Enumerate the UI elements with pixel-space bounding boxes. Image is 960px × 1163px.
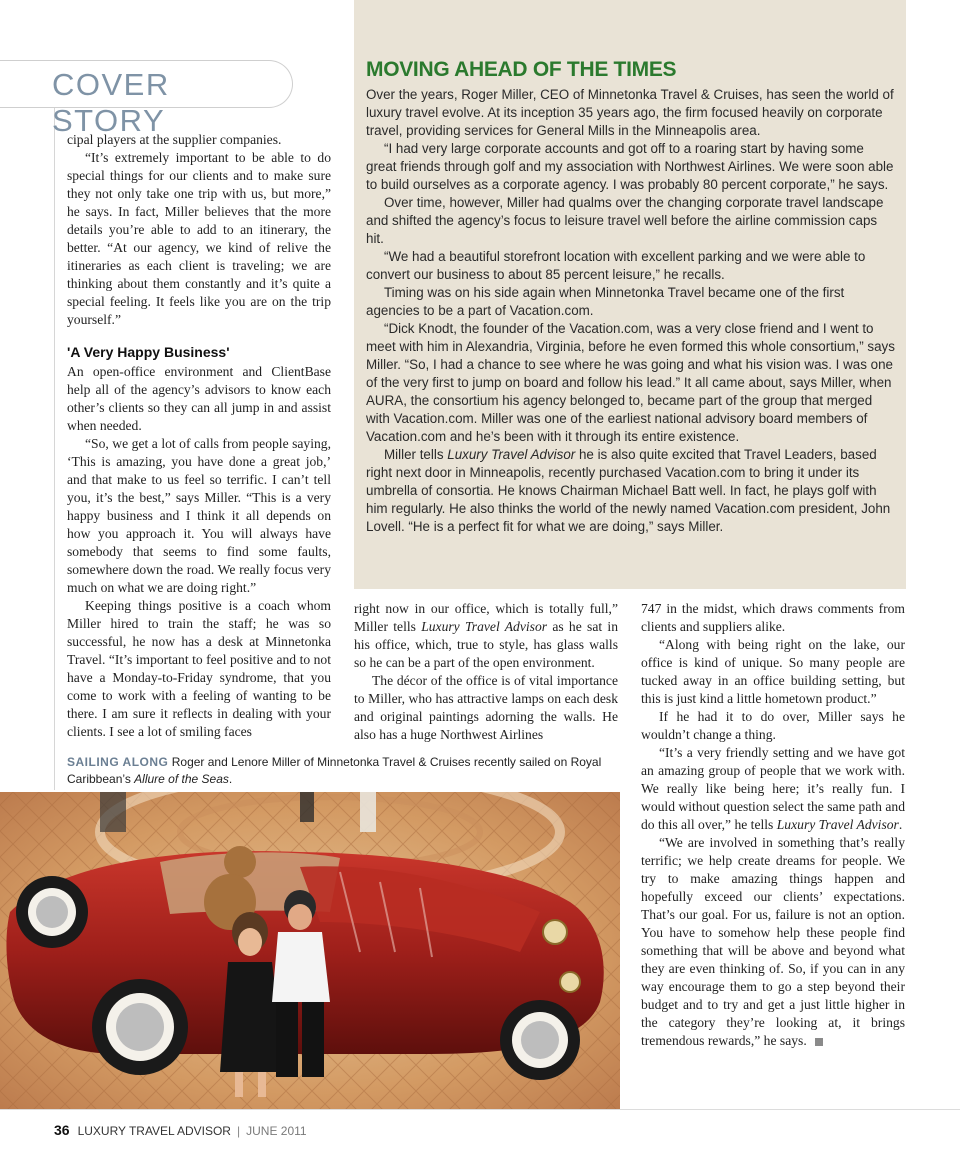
sidebar-text-run: he is also quite excited that Travel Leaders, based right next door in Minneapolis, recently purchased Vacation.com to bring it under its umbrella of consortia. He knows Chairman Michael Batt well. In fact, he plays golf with him regularly. He also thinks the world of the newly named Vacation.com president, John Lovell. “He is a perfect fit for what we are doing,” says Miller. — [366, 447, 891, 534]
body-column-1 — [67, 131, 331, 741]
caption-text: Roger and Lenore Miller of Minnetonka Travel & Cruises recently sailed on Royal Caribbean’s — [67, 755, 602, 786]
body-paragraph: “Along with being right on the lake, our office is kind of unique. So many people are tucked away in an office building setting, but this is just kind a little hometown product.” — [641, 637, 905, 706]
body-paragraph: If he had it to do over, Miller says he wouldn’t change a thing. — [641, 709, 905, 742]
body-text-run: . — [898, 817, 903, 832]
section-label: COVER STORY — [52, 67, 170, 138]
subhead: 'A Very Happy Business' — [67, 344, 230, 360]
publication-name: Luxury Travel Advisor — [447, 447, 576, 462]
body-paragraph: “It’s extremely important to be able to do special things for our clients and to make sure they not only take one trip with us, but more,” he says. In fact, Miller believes that the more details you’re able to add to an itinerary, the better. “At our agency, we kind of relive the itineraries as each client is traveling; we are thinking about them constantly and it’s quite a special feeling. It feels like you are on the trip yourself.” — [67, 150, 331, 327]
body-paragraph: The décor of the office is of vital importance to Miller, who has attractive lamps on each desk and original paintings adorning the walls. He also has a huge Northwest Airlines — [354, 673, 618, 742]
sidebar-paragraph: Over time, however, Miller had qualms over the changing corporate travel landscape and shifted the agency’s focus to leisure travel well before the airline commission caps hit. — [366, 195, 884, 246]
photo-illustration — [0, 792, 620, 1109]
sidebar-title: MOVING AHEAD OF THE TIMES — [366, 58, 677, 81]
body-text-run: right now in our office, which is totally full,” Miller tells — [354, 601, 618, 634]
body-text-run: “We are involved in something that’s really terrific; we help create dreams for people. We try to make amazing things happen and hopefully exceed our clients’ expectations. That’s our goal. For us, failure is not an option. You have to somehow help these people find something that will be above and beyond what they are even thinking of. So, if you can in any way encourage them to go a step beyond their budget and to try and get a just little higher in the category they’re looking at, it brings tremendous rewards,” he says. — [641, 835, 905, 1048]
sidebar-paragraph: Over the years, Roger Miller, CEO of Minnetonka Travel & Cruises, has seen the world of luxury travel evolve. At its inception 35 years ago, the firm focused heavily on corporate travel, providing services for General Mills in the Minneapolis area. — [366, 87, 894, 138]
body-paragraph: cipal players at the supplier companies. — [67, 132, 282, 147]
page-number: 36 — [54, 1122, 70, 1138]
photo-caption — [67, 754, 622, 788]
left-column-rule — [54, 107, 55, 790]
publication-name: Luxury Travel Advisor — [776, 817, 899, 832]
sidebar-paragraph: “Dick Knodt, the founder of the Vacation.com, was a very close friend and I went to meet with him in Alexandria, Virginia, before he even formed this whole consortium,” says Miller. “So, I had a chance to see where he was going and what his vision was. I was one of the very first to jump on board and follow his lead.” It all came about, says Miller, when AURA, the consortium his agency belonged to, became part of the group that merged with Vacation.com. Miller was one of the earliest national advisory board members of Vacation.com and he’s been with it through its entire existence. — [366, 321, 895, 444]
body-text-run: “It’s a very friendly setting and we have got an amazing group of people that we work with. We really like being here; it’s really fun. I would without question select the same path and do this all over,” he tells — [641, 745, 905, 832]
page-footer — [54, 1122, 307, 1138]
body-paragraph — [641, 744, 905, 834]
publication-title: LUXURY TRAVEL ADVISOR — [77, 1124, 231, 1138]
sidebar-paragraph — [366, 446, 896, 536]
sidebar-text-run: Miller tells — [384, 447, 448, 462]
body-column-3 — [641, 600, 905, 1050]
end-of-story-mark — [815, 1038, 823, 1046]
issue-date: JUNE 2011 — [246, 1124, 307, 1138]
caption-text: . — [228, 772, 233, 786]
publication-name: Luxury Travel Advisor — [421, 619, 548, 634]
sidebar-body — [366, 86, 896, 536]
body-text-run: as he sat in his office, which, true to style, has glass walls so he can be a part of the open environment. — [354, 619, 618, 670]
body-paragraph — [354, 600, 618, 672]
sidebar-paragraph: Timing was on his side again when Minnetonka Travel became one of the first agencies to be a part of Vacation.com. — [366, 285, 845, 318]
sidebar-paragraph: “We had a beautiful storefront location with excellent parking and we were able to convert our business to about 85 percent leisure,” he recalls. — [366, 249, 866, 282]
sidebar-paragraph: “I had very large corporate accounts and got off to a roaring start by having some great friends through golf and my association with Northwest Airlines. We were soon able to build ourselves as a corporate agency. I was probably 80 percent corporate,” he says. — [366, 141, 894, 192]
body-paragraph: “So, we get a lot of calls from people saying, ‘This is amazing, you have done a great job,’ and that make to us feel so terrific. I can’t tell you, it’s the best,” says Miller. “This is a very happy business and I think it all depends on how you approach it. You will always have somebody that seems to find some faults, somewhere down the road. We really focus very much on what we are doing right.” — [67, 436, 331, 595]
cover-photo — [0, 792, 620, 1109]
caption-lead: SAILING ALONG — [67, 755, 169, 769]
footer-rule — [0, 1109, 960, 1110]
body-paragraph — [641, 834, 905, 1050]
body-paragraph: An open-office environment and ClientBase help all of the agency’s advisors to know each other’s clients so they can all jump in and assist when needed. — [67, 364, 331, 433]
body-column-2 — [354, 600, 618, 744]
section-tab — [0, 60, 293, 138]
footer-separator: | — [236, 1124, 241, 1138]
body-paragraph: 747 in the midst, which draws comments from clients and suppliers alike. — [641, 601, 905, 634]
ship-name: Allure of the Seas — [134, 772, 229, 786]
body-paragraph: Keeping things positive is a coach whom Miller hired to train the staff; he was so successful, he now has a desk at Minnetonka Travel. “It’s important to feel positive and to not have a Monday-to-Friday syndrome, that you come to work with a feeling of wanting to be there. I am sure it reflects in dealing with your clients. I see a lot of smiling faces — [67, 598, 331, 739]
